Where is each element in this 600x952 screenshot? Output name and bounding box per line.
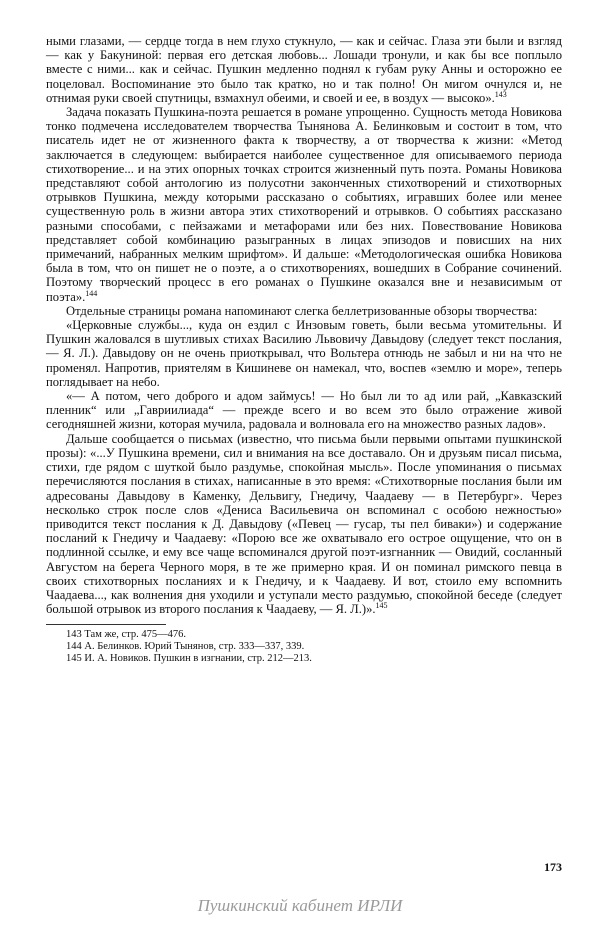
paragraph-5-text: «— А потом, чего доброго и адом займусь! — Но был ли то ад или рай, „Кавказский пленник“ или „Гавриилиада“ — прежде всего и во всем это было отражение живой сегодняшней жизни, которая мучила, радовала и волновала его на множество разных ладов». [46,389,562,432]
paragraph-2-text: Задача показать Пушкина-поэта решается в романе упрощенно. Сущность метода Новикова тонко подмечена исследователем творчества Тынянова А. Белинковым и состоит в том, что писатель идет не от жизненного факта к творчеству, а от творчества к жизни: «Метод заключается в следующем: выбирается наиболее существенное для описываемого периода стихотворение... и на этих опорных точках строится жизненный путь поэта. Романы Новикова представляют собой антологию из полусотни законченных стихотворений и стихотворных отрывков Пушкина, между которыми рассказано о событиях, игравших более или менее существенную роль в жизни автора этих стихотворений и отрывков. О событиях рассказано разными способами, с пейзажами и метафорами или без них. Повествование Новикова представляет собой комбинацию разыгранных в лицах эпизодов и повисших на них примечаний, набранных мелким шрифтом». И дальше: «Методологическая ошибка Новикова была в том, что он пишет не о поэте, а о стихотворениях, вошедших в Собрание сочинений. Поэтому творческий процесс в его романах о Пушкине оказался вне и независимым от поэта». [46,105,562,304]
footnote-divider [46,624,166,625]
paragraph-1-text: ными глазами, — сердце тогда в нем глухо стукнуло, — как и сейчас. Глаза эти были и взгляд — как у Бакуниной: первая его детская любовь... Лошади тронули, и как бы все поплыло вместе с ними... как и сейчас. Пушкин медленно поднял к губам руку Анны и осторожно ее поцеловал. Воспоминание это было так кратко, но и так полно! Он мигом очнулся и, не отнимая руки своей спутницы, взмахнул обеими, и своей и ее, в воздух — высоко». [46,34,562,105]
footnote-143: 143 Там же, стр. 475—476. [66,629,186,641]
paragraph-5 [46,389,562,432]
paragraph-2 [46,105,562,304]
page-number: 173 [544,860,562,874]
footnote-ref-145[interactable]: 145 [375,600,388,610]
footnote-145: 145 И. А. Новиков. Пушкин в изгнании, стр. 212—213. [66,653,312,665]
paragraph-6-text: Дальше сообщается о письмах (известно, что письма были первыми опытами пушкинской прозы): «...У Пушкина времени, сил и внимания на все доставало. Он и друзьям писал письма, стихи, где рядом с шуткой было раздумье, спокойная мысль». После упоминания о письмах перечисляются послания в стихах, написанные в это время: «Стихотворные послания были им адресованы Давыдову в Каменку, Дельвигу, Гнедичу, Чаадаеву — в Петербург». Через несколько строк после слов «Дениса Васильевича он вспоминал с особою нежностью» приводится текст послания к Д. Давыдову («Певец — гусар, ты пел биваки») и содержание посланий к Гнедичу и Чаадаеву: «Порою все же охватывало его острое ощущение, что он в подлинной ссылке, и ему все чаще вспоминался другой поэт-изгнанник — Овидий, сосланный Августом на берега Черного моря, в те же примерно края. И он поминал римского певца в своих стихотворных посланиях и к Гнедичу, и к Чаадаеву. И вот, стоило ему вспомнить Чаадаева..., как волнения дня уходили и уступали место раздумью, спокойной беседе (следует большой отрывок из второго послания к Чаадаеву, — Я. Л.)». [46,431,562,617]
watermark: Пушкинский кабинет ИРЛИ [197,896,403,915]
paragraph-4 [46,318,562,389]
footnote-ref-143[interactable]: 143 [494,89,507,99]
paragraph-3-text: Отдельные страницы романа напоминают слегка беллетризованные обзоры творчества: [66,303,538,318]
footnote-ref-144[interactable]: 144 [85,288,98,298]
paragraph-1 [46,34,562,105]
page-body [46,34,562,665]
paragraph-6 [46,432,562,617]
footnote-144: 144 А. Белинков. Юрий Тынянов, стр. 333—337, 339. [66,641,305,653]
paragraph-4-text: «Церковные службы..., куда он ездил с Инзовым говеть, были весьма утомительны. И Пушкин жаловался в шутливых стихах Василию Львовичу Давыдову (следует текст послания, — Я. Л.). Давыдову он не очень приоткрывал, что Вольтера отнюдь не забыл и ни на что не променял. Напротив, приятелям в Кишиневе он намекал, что, воспев «землю и море», теперь поглядывает на небо. [46,318,562,389]
paragraph-3 [46,304,562,318]
